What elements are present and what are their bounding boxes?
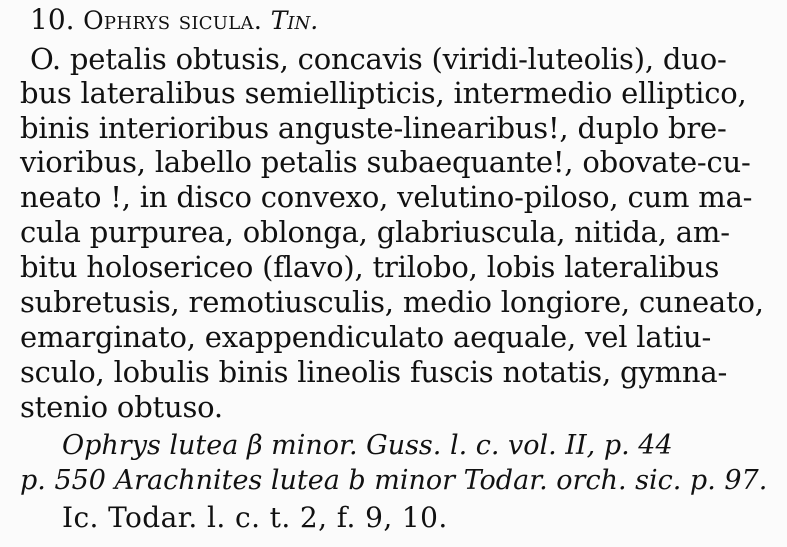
description-line: emarginato, exappendiculato aequale, vel latiu- — [20, 320, 712, 354]
species-number: 10. — [30, 3, 75, 36]
description-line: bitu holosericeo (flavo), trilobo, lobis lateralibus — [20, 250, 720, 284]
species-heading — [30, 3, 319, 36]
description-line: vioribus, labello petalis subaequante!, obovate-cu- — [20, 145, 751, 179]
species-name: Ophrys sicula. — [83, 6, 263, 35]
description-line: cula purpurea, oblonga, glabriuscula, nitida, am- — [20, 215, 730, 249]
description-line: bus lateralibus semiellipticis, intermedio elliptico, — [20, 76, 747, 110]
description-line: sculo, lobulis binis lineolis fuscis notatis, gymna- — [20, 355, 728, 389]
description-line: O. petalis obtusis, concavis (viridi-luteolis), duo- — [30, 42, 727, 76]
synonym-line: Ophrys lutea β minor. Guss. l. c. vol. II, p. 44 — [62, 430, 673, 461]
description-line: neato !, in disco convexo, velutino-piloso, cum ma- — [20, 180, 753, 214]
description-line: binis interioribus anguste-linearibus!, duplo bre- — [20, 111, 727, 145]
synonym-line: p. 550 Arachnites lutea b minor Todar. orch. sic. p. 97. — [20, 465, 768, 496]
species-author: Tin. — [270, 6, 319, 35]
description-line: subretusis, remotiusculis, medio longiore, cuneato, — [20, 285, 764, 319]
icon-reference-line: Ic. Todar. l. c. t. 2, f. 9, 10. — [62, 501, 448, 534]
description-line: stenio obtuso. — [20, 390, 223, 424]
